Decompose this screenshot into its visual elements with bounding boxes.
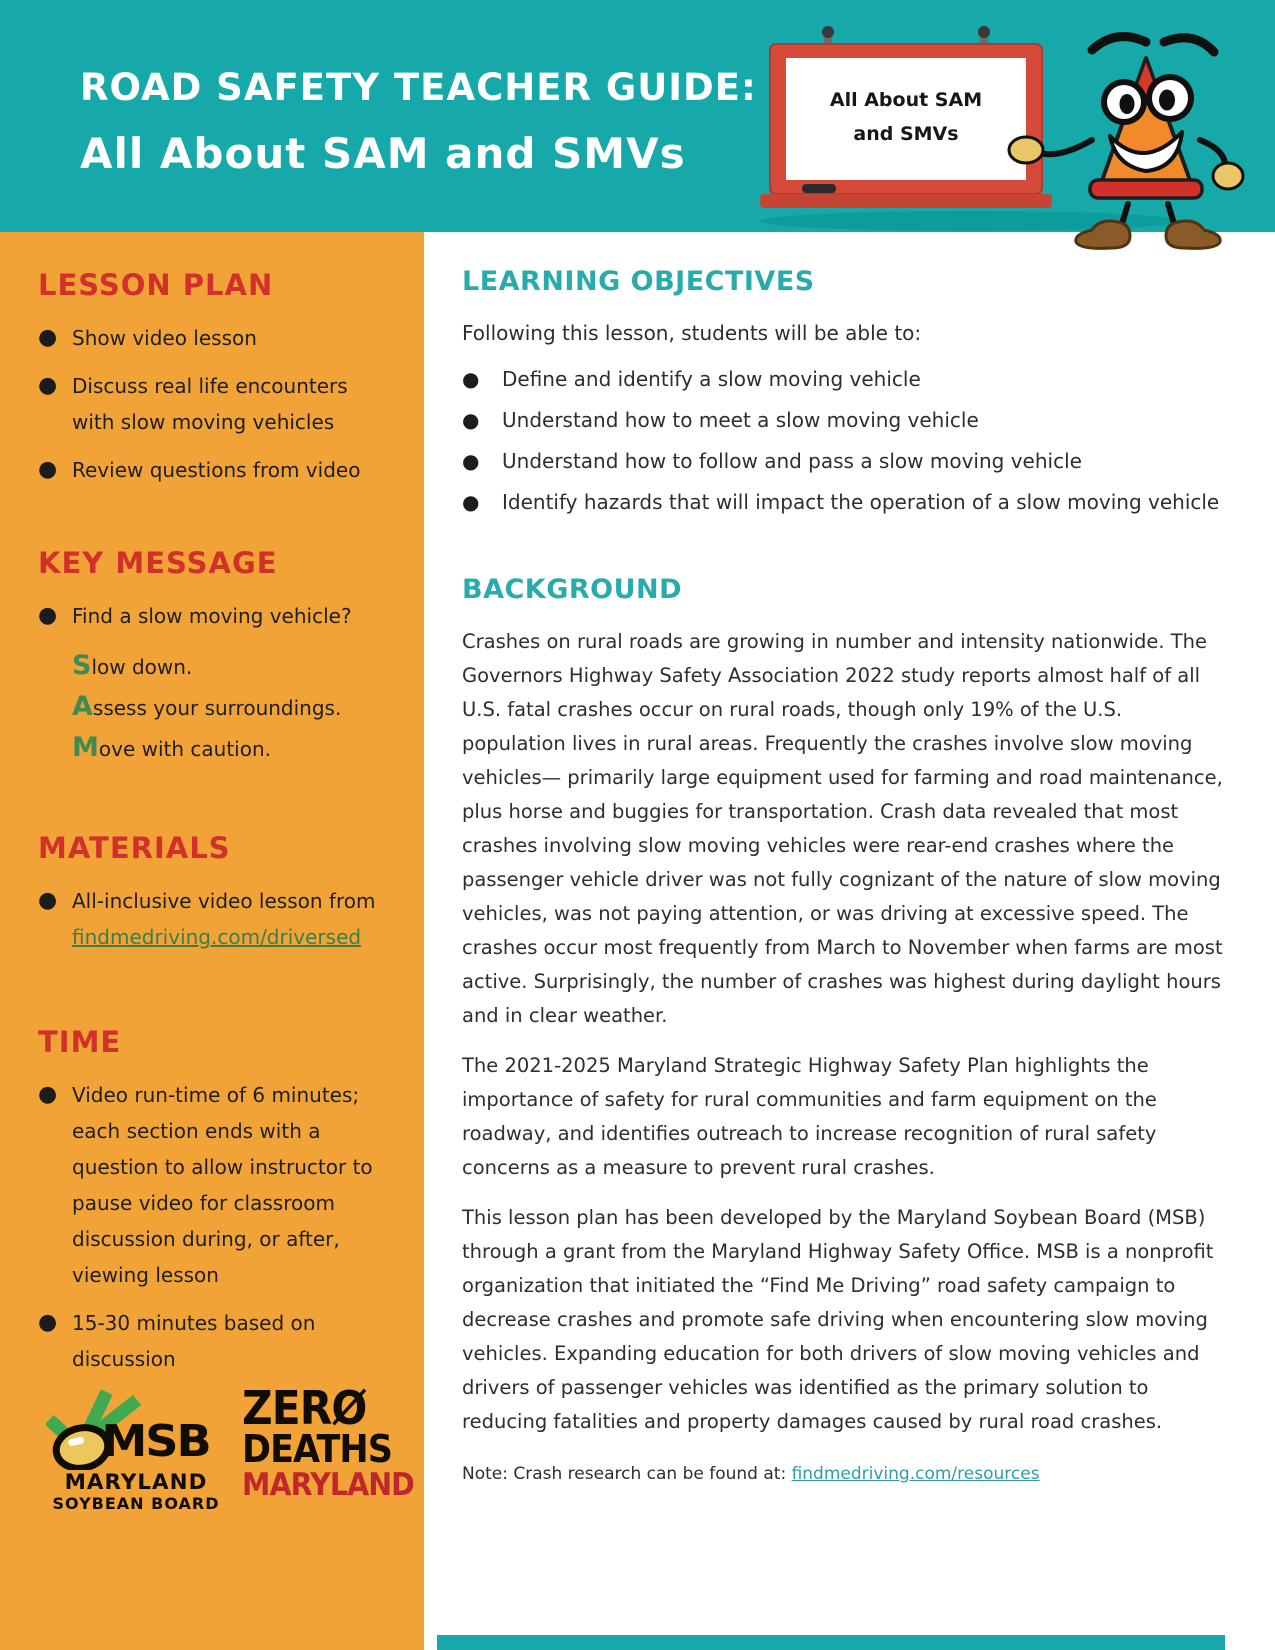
objectives-intro: Following this lesson, students will be able to: (462, 321, 922, 345)
msb-logo (46, 1390, 224, 1520)
list-item (462, 445, 1227, 477)
sam-line-assess (72, 687, 396, 728)
background-heading: BACKGROUND (462, 574, 683, 605)
section-learning-objectives (462, 266, 1227, 518)
background-paragraph: This lesson plan has been developed by the Maryland Soybean Board (MSB) through a grant from the Maryland Highway Safety Office. MSB is a nonprofit organization that initiated the “Find Me Driving” road safety campaign to decrease crashes and promote safe driving when encountering slow moving vehicles. Expanding education for both drivers of slow moving vehicles and drivers of passenger vehicles was identified as the primary solution to reducing fatalities and property damages caused by rural road crashes. (462, 1206, 1214, 1433)
page-header (0, 0, 1275, 232)
note-text: Note: Crash research can be found at: (462, 1464, 792, 1484)
objective-bullet: Understand how to follow and pass a slow moving vehicle (502, 449, 1082, 473)
sam-mascot-graphic (740, 8, 1260, 256)
list-item (38, 1305, 396, 1377)
section-materials (38, 831, 396, 955)
bullet-dot-icon: ● (38, 888, 58, 913)
list-item (462, 363, 1227, 395)
list-item (462, 486, 1227, 518)
bullet-dot-icon: ● (462, 490, 480, 514)
learning-objectives-heading: LEARNING OBJECTIVES (462, 266, 815, 297)
objective-bullet: Understand how to meet a slow moving vehicle (502, 408, 979, 432)
bullet-dot-icon: ● (462, 367, 480, 391)
time-bullet: Video run-time of 6 minutes; each section ends with a question to allow instructor to pause video for classroom discussion during, or after, viewing lesson (72, 1083, 373, 1287)
background-paragraph: The 2021-2025 Maryland Strategic Highway Safety Plan highlights the importance of safety for rural communities and farm equipment on the roadway, and identifies outreach to increase recognition of rural safety concerns as a measure to prevent rural crashes. (462, 1054, 1157, 1179)
lesson-plan-bullet: Show video lesson (72, 326, 257, 350)
page-title: ROAD SAFETY TEACHER GUIDE: (80, 66, 757, 109)
objective-bullet: Identify hazards that will impact the operation of a slow moving vehicle (502, 490, 1220, 514)
page-subtitle: All About SAM and SMVs (80, 129, 686, 178)
section-key-message (38, 546, 396, 769)
main-content (424, 232, 1275, 1487)
driversed-link[interactable]: findmedriving.com/driversed (72, 925, 362, 949)
section-background (462, 574, 1227, 1487)
msb-maryland: MARYLAND (64, 1470, 208, 1494)
lesson-plan-heading: LESSON PLAN (38, 268, 274, 302)
sam-line-move (72, 728, 396, 769)
list-item (38, 598, 396, 634)
bullet-dot-icon: ● (38, 373, 58, 398)
sidebar (0, 232, 424, 1650)
zero-deaths-logo (242, 1381, 414, 1503)
bullet-dot-icon: ● (38, 1310, 58, 1335)
zero-deaths-word2: DEATHS (242, 1427, 393, 1471)
list-item (38, 883, 396, 955)
msb-acronym: MSB (101, 1416, 210, 1467)
key-message-heading: KEY MESSAGE (38, 546, 278, 580)
objective-bullet: Define and identify a slow moving vehicle (502, 367, 921, 391)
sam-initial-m: M (72, 732, 99, 763)
list-item (38, 368, 396, 440)
materials-bullet (72, 883, 375, 955)
bullet-dot-icon: ● (38, 457, 58, 482)
note-line (462, 1461, 1227, 1487)
header-titles (80, 66, 757, 178)
lesson-plan-bullet: Review questions from video (72, 458, 361, 482)
list-item (38, 320, 396, 356)
materials-heading: MATERIALS (38, 831, 231, 865)
logo-row (46, 1381, 414, 1520)
list-item (38, 452, 396, 488)
bullet-dot-icon: ● (38, 325, 58, 350)
whiteboard-text-line2: and SMVs (853, 123, 959, 145)
sam-rest: ssess your surroundings. (92, 696, 342, 720)
bullet-dot-icon: ● (462, 449, 480, 473)
bullet-dot-icon: ● (38, 1082, 58, 1107)
section-time (38, 1025, 396, 1377)
sam-rest: low down. (91, 655, 193, 679)
time-bullet: 15-30 minutes based on discussion (72, 1311, 316, 1371)
materials-text: All-inclusive video lesson from (72, 889, 376, 913)
sam-rest: ove with caution. (98, 737, 271, 761)
bullet-dot-icon: ● (38, 603, 58, 628)
msb-soybean-board: SOYBEAN BOARD (52, 1494, 220, 1513)
sam-initial-s: S (72, 650, 92, 681)
background-paragraph: Crashes on rural roads are growing in number and intensity nationwide. The Governors Highway Safety Association 2022 study reports almost half of all U.S. fatal crashes occur on rural roads, though only 19% of the U.S. population lives in rural areas. Frequently the crashes involve slow moving vehicles— primarily large equipment used for farming and road maintenance, plus horse and buggies for transportation. Crash data revealed that most crashes involving slow moving vehicles were rear-end crashes where the passenger vehicle driver was not fully cognizant of the nature of slow moving vehicles, was not paying attention, or was driving at excessive speed. The crashes occur most frequently from March to November when farms are most active. Surprisingly, the number of crashes was highest during daylight hours and in clear weather. (462, 630, 1223, 1027)
footer-accent-bar (437, 1635, 1225, 1650)
section-lesson-plan (38, 268, 396, 488)
whiteboard-icon (760, 26, 1052, 208)
time-heading: TIME (38, 1025, 122, 1059)
zero-deaths-word3: MARYLAND (242, 1467, 414, 1503)
list-item (38, 1077, 396, 1293)
sam-line-slow (72, 646, 396, 687)
key-message-intro: Find a slow moving vehicle? (72, 604, 352, 628)
whiteboard-text-line1: All About SAM (829, 89, 983, 111)
resources-link[interactable]: findmedriving.com/resources (791, 1464, 1040, 1484)
sam-initial-a: A (72, 691, 93, 722)
bullet-dot-icon: ● (462, 408, 480, 432)
lesson-plan-bullet: Discuss real life encounters with slow moving vehicles (72, 374, 348, 434)
list-item (462, 404, 1227, 436)
zero-deaths-word1: ZERØ (242, 1381, 367, 1435)
